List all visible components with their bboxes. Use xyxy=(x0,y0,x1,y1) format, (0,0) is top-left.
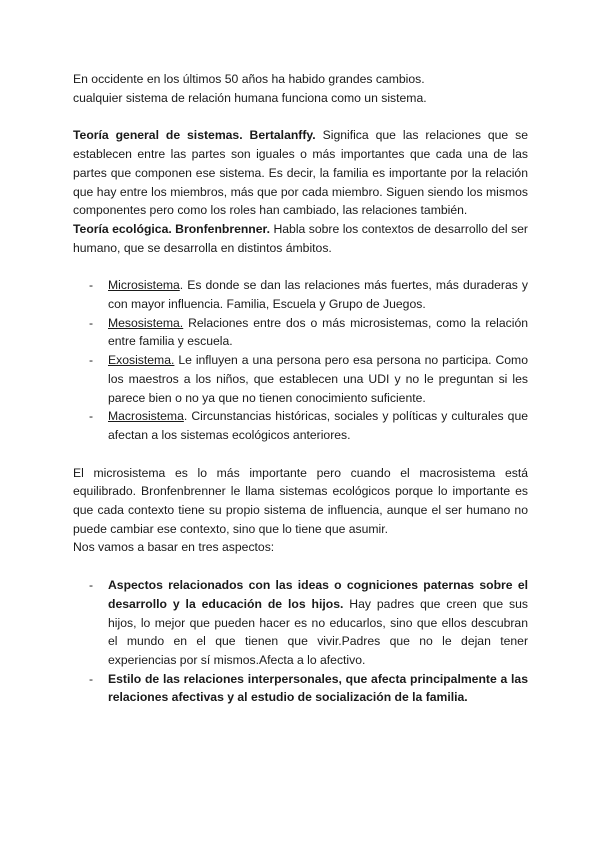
spacer xyxy=(73,557,528,576)
systems-theory-paragraph xyxy=(73,126,528,220)
aspect-ideas-title: Aspectos relacionados con las ideas o cogniciones paternas sobre el desarrollo y la educación de los hijos. xyxy=(108,578,528,611)
microsystem-paragraph: El microsistema es lo más importante pero cuando el macrosistema está equilibrado. Bronfenbrenner le llama sistemas ecológicos porque lo importante es que cada contexto tiene su propio sistema de influencia, aunque el ser humano no puede cambiar ese contexto, sino que lo tiene que asumir. xyxy=(73,465,528,536)
systems-theory-title: Teoría general de sistemas. Bertalanffy. xyxy=(73,128,316,143)
text-exosistema: Le influyen a una persona pero esa persona no participa. Como los maestros a los niños, que establecen una UDI y no le preguntan si les parece bien o no ya que no tienen conocimiento suficiente. xyxy=(108,353,528,405)
systems-theory-text: Significa que las relaciones que se establecen entre las partes son iguales o más importantes que cada una de las partes que componen ese sistema. Es decir, la familia es importante por la relación que hay entre los miembros, más que por cada miembro. Siguen siendo los mismos componentes pero como los roles han cambiado, las relaciones también. xyxy=(73,128,528,218)
text-macrosistema: . Circunstancias históricas, sociales y políticas y culturales que afectan a los sistemas ecológicos anteriores. xyxy=(108,409,528,442)
aspect-item-relations xyxy=(73,670,528,707)
intro-line-2: cualquier sistema de relación humana funciona como un sistema. xyxy=(73,90,427,105)
aspect-item-ideas xyxy=(73,576,528,670)
dash-bullet: - xyxy=(89,578,94,593)
systems-list xyxy=(73,276,528,444)
aspects-intro: Nos vamos a basar en tres aspectos: xyxy=(73,540,275,555)
dash-bullet: - xyxy=(89,671,94,686)
list-item-microsistema xyxy=(73,276,528,313)
term-macrosistema: Macrosistema xyxy=(108,409,184,424)
dash-bullet: - xyxy=(89,353,94,368)
spacer xyxy=(73,257,528,276)
term-exosistema: Exosistema. xyxy=(108,353,175,368)
ecological-theory-title: Teoría ecológica. Bronfenbrenner. xyxy=(73,221,270,236)
term-mesosistema: Mesosistema. xyxy=(108,315,184,330)
dash-bullet: - xyxy=(89,278,94,293)
list-item-macrosistema xyxy=(73,407,528,444)
list-item-exosistema xyxy=(73,351,528,407)
document-body xyxy=(73,70,528,707)
aspect-ideas-text: Hay padres que creen que sus hijos, lo mejor que pueden hacer es no educarlos, sino que ellos descubran el mundo en el que tienen que vivir.Padres que no le dejan tener experiencias por sí mismos.Afecta a lo afectivo. xyxy=(108,596,528,667)
aspects-list xyxy=(73,576,528,707)
text-mesosistema: Relaciones entre dos o más microsistemas, como la relación entre familia y escuela. xyxy=(108,315,528,349)
aspect-relations-title: Estilo de las relaciones interpersonales, que afecta principalmente a las relaciones afectivas y al estudio de socialización de la familia. xyxy=(108,671,528,705)
ecological-theory-text: Habla sobre los contextos de desarrollo del ser humano, que se desarrolla en distintos ámbitos. xyxy=(73,221,528,255)
dash-bullet: - xyxy=(89,315,94,330)
text-microsistema: . Es donde se dan las relaciones más fuertes, más duraderas y con mayor influencia. Familia, Escuela y Grupo de Juegos. xyxy=(108,278,528,312)
term-microsistema: Microsistema xyxy=(108,278,180,293)
ecological-theory-paragraph xyxy=(73,220,528,257)
intro-line-1: En occidente en los últimos 50 años ha habido grandes cambios. xyxy=(73,72,425,86)
list-item-mesosistema xyxy=(73,314,528,351)
spacer xyxy=(73,107,528,126)
intro-block xyxy=(73,70,528,107)
dash-bullet: - xyxy=(89,409,94,424)
spacer xyxy=(73,445,528,464)
